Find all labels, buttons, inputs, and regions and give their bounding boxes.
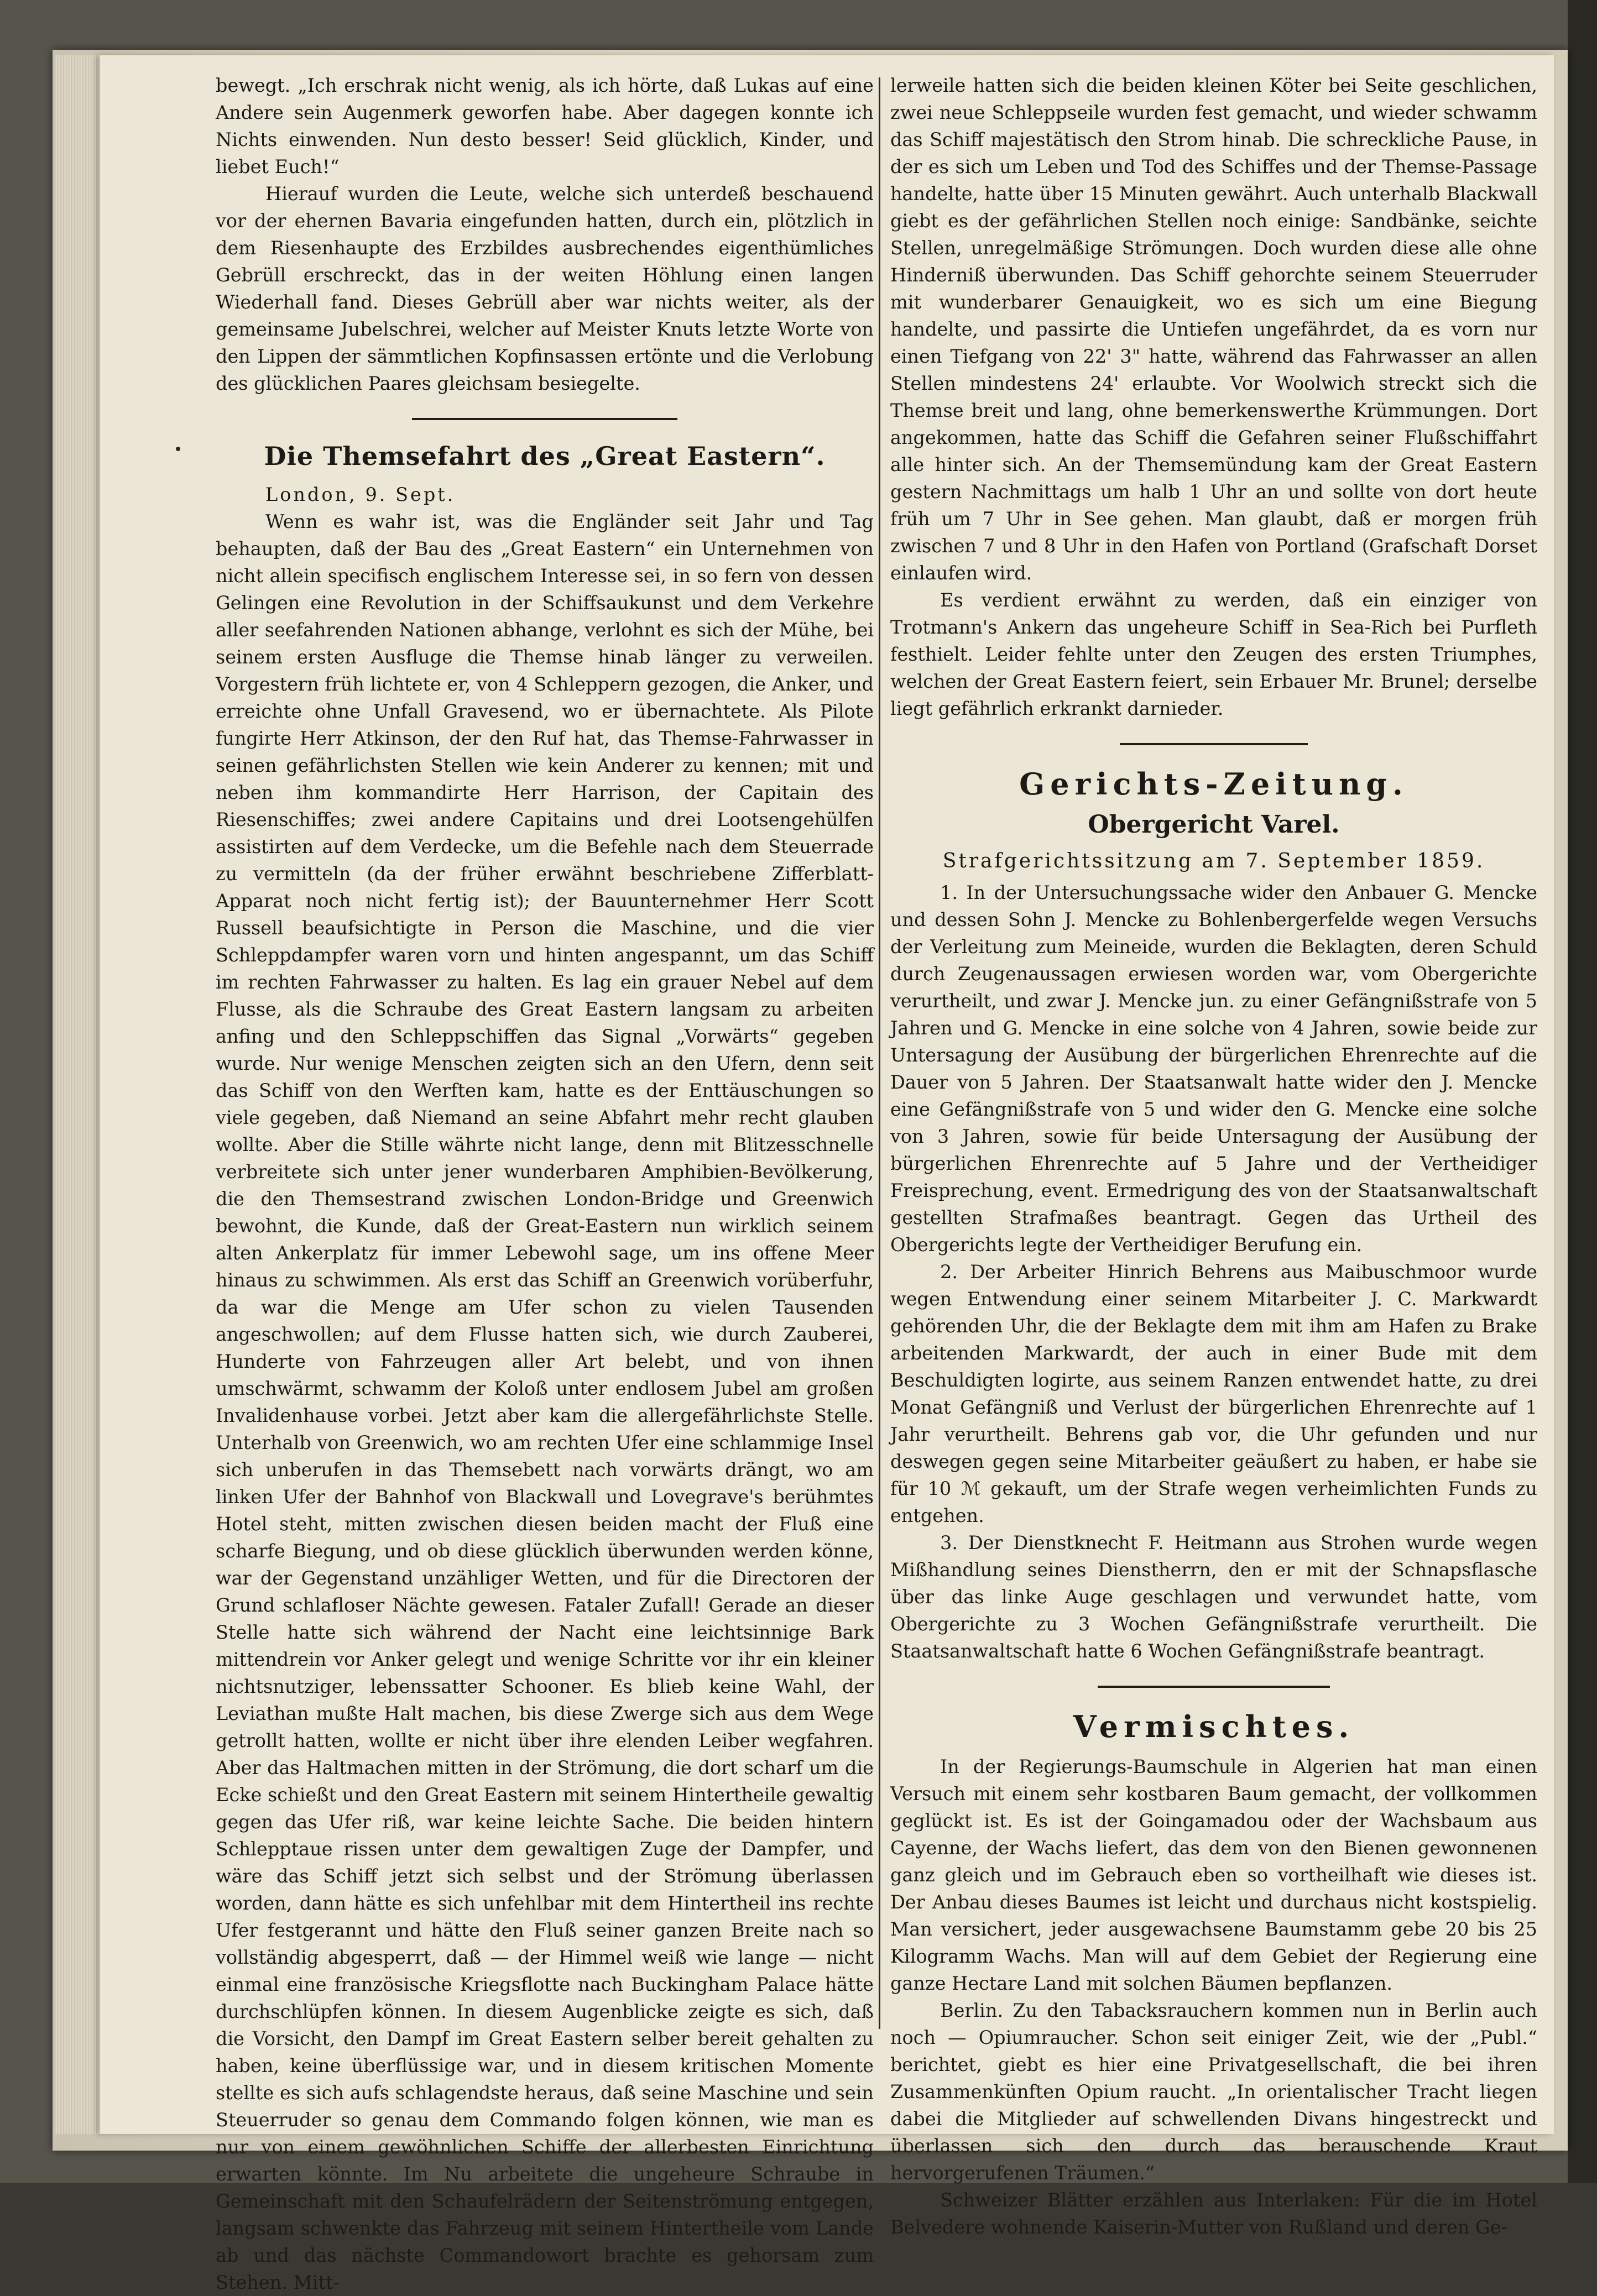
article-continuation: lerweile hatten sich die beiden kleinen Köter bei Seite geschlichen, zwei neue Schleppseile wurden fest gemacht, und wieder schwamm das Schiff majestätisch den Strom hinab. Die schreckliche Pause, in der es sich um Leben und Tod des Schiffes und der Themse-Passage handelte, hatte über 15 Minuten gewährt. Auch unterhalb Blackwall giebt es der gefährlichen Stellen noch einige: Sandbänke, seichte Stellen, unregelmäßige Strömungen. Doch wurden diese alle ohne Hinderniß überwunden. Das Schiff gehorchte seinem Steuerruder mit wunderbarer Genauigkeit, wo es sich um eine Biegung handelte, und passirte die Untiefen ungefährdet, da es vorn nur einen Tiefgang von 22' 3" hatte, während das Fahrwasser an allen Stellen mindestens 24' erlaubte. Vor Woolwich streckt sich die Themse breit und lang, ohne bemerkenswerthe Krümmungen. Dort angekommen, hatte das Schiff die Gefahren seiner Flußschiffahrt alle hinter sich. An der Themsemündung kam der Great Eastern gestern Nachmittags um halb 1 Uhr an und sollte von dort heute früh um 7 Uhr in See gehen. Man glaubt, daß er morgen früh zwischen 7 und 8 Uhr in den Hafen von Portland (Grafschaft Dorset einlaufen wird. <box>890 75 1537 584</box>
page-edge <box>55 55 100 2134</box>
scanner-edge <box>1568 0 1597 2183</box>
left-column <box>216 72 874 2296</box>
misc-paragraph: In der Regierungs-Baumschule in Algerien hat man einen Versuch mit einem sehr kostbaren Baum gemacht, der vollkommen geglückt ist. Es ist der Goingamadou oder der Wachsbaum aus Cayenne, der Wachs liefert, das dem von den Bienen gewonnenen ganz gleich und im Gebrauch eben so vortheilhaft wie dieses ist. Der Anbau dieses Baumes ist leicht und durchaus nicht kostspielig. Man versichert, jeder ausgewachsene Baumstamm gebe 20 bis 25 Kilogramm Wachs. Man will auf dem Gebiet der Regierung eine ganze Hectare Land mit solchen Bäumen bepflanzen. <box>890 1756 1537 1994</box>
newspaper-page <box>100 55 1554 2293</box>
article-body: Wenn es wahr ist, was die Engländer seit Jahr und Tag behaupten, daß der Bau des „Great Eastern“ ein Unternehmen von nicht allein specifisch englischem Interesse sei, in so fern von dessen Gelingen eine Revolution in der Schiffsaukunst und dem Verkehre aller seefahrenden Nationen abhange, verlohnt es sich der Mühe, bei seinem ersten Ausfluge die Themse hinab länger zu verweilen. Vorgestern früh lichtete er, von 4 Schleppern gezogen, die Anker, und erreichte ohne Unfall Gravesend, wo er übernachtete. Als Pilote fungirte Herr Atkinson, der den Ruf hat, das Themse-Fahrwasser in seinen gefährlichsten Stellen wie kein Anderer zu kennen; mit und neben ihm kommandirte Herr Harrison, der Capitain des Riesenschiffes; zwei andere Capitains und drei Lootsengehülfen assistirten auf dem Verdecke, um die Befehle nach dem Steuerrade zu vermitteln (da der früher erwähnt beschriebene Zifferblatt-Apparat noch nicht fertig ist); der Bauunternehmer Herr Scott Russell beaufsichtigte in Person die Maschine, und die vier Schleppdampfer waren vorn und hinten angespannt, um das Schiff im rechten Fahrwasser zu halten. Es lag ein grauer Nebel auf dem Flusse, als die Schraube des Great Eastern langsam zu arbeiten anfing und den Schleppschiffen das Signal „Vorwärts“ gegeben wurde. Nur wenige Menschen zeigten sich an den Ufern, denn seit das Schiff von den Werften kam, hatte es der Enttäuschungen so viele gegeben, daß Niemand an seine Abfahrt mehr recht glauben wollte. Aber die Stille währte nicht lange, denn mit Blitzesschnelle verbreitete sich unter jener wunderbaren Amphibien-Bevölkerung, die den Themsestrand zwischen London-Bridge und Greenwich bewohnt, die Kunde, daß der Great-Eastern nun wirklich seinem alten Ankerplatz für immer Lebewohl sage, um ins offene Meer hinaus zu schwimmen. Als erst das Schiff an Greenwich vorüberfuhr, da war die Menge am Ufer schon zu vielen Tausenden angeschwollen; auf dem Flusse hatten sich, wie durch Zauberei, Hunderte von Fahrzeugen aller Art belebt, und von ihnen umschwärmt, schwamm der Koloß unter endlosem Jubel am großen Invalidenhause vorbei. Jetzt aber kam die allergefährlichste Stelle. Unterhalb von Greenwich, wo am rechten Ufer eine schlammige Insel sich unberufen in das Themsebett nach vorwärts drängt, wo am linken Ufer der Bahnhof von Blackwall und Lovegrave's berühmtes Hotel steht, mitten zwischen diesen beiden macht der Fluß eine scharfe Biegung, und ob diese glücklich überwunden werden könne, war der Gegenstand unzähliger Wetten, und für die Directoren der Grund schlafloser Nächte gewesen. Fataler Zufall! Gerade an dieser Stelle hatte sich während der Nacht eine leichtsinnige Bark mittendrein vor Anker gelegt und wenige Schritte vor ihr ein kleiner nichtsnutziger, lebenssatter Schooner. Es blieb keine Wahl, der Leviathan mußte Halt machen, bis diese Zwerge sich aus dem Wege getrollt hatten, wollte er nicht über ihre elenden Leiber wegfahren. Aber das Haltmachen mitten in der Strömung, die dort scharf um die Ecke schießt und den Great Eastern mit seinem Hintertheile gewaltig gegen das Ufer riß, war keine leichte Sache. Die beiden hintern Schlepptaue rissen unter dem gewaltigen Zuge der Dampfer, und wäre das Schiff jetzt sich selbst und der Strömung überlassen worden, dann hätte es sich unfehlbar mit dem Hintertheil ins rechte Ufer festgerannt und hätte den Fluß seiner ganzen Breite nach so vollständig abgesperrt, daß — der Himmel weiß wie lange — nicht einmal eine französische Kriegsflotte nach Buckingham Palace hätte durchschlüpfen können. In diesem Augenblicke zeigte es sich, daß die Vorsicht, den Dampf im Great Eastern selber bereit gehalten zu haben, keine überflüssige war, und in diesem kritischen Momente stellte es sich aufs schlagendste heraus, daß seine Maschine und sein Steuerruder so genau dem Commando folgen können, wie man es nur von einem gewöhnlichen Schiffe der allerbesten Einrichtung erwarten könnte. Im Nu arbeitete die ungeheure Schraube in Gemeinschaft mit den Schaufelrädern der Seitenströmung entgegen, langsam schwenkte das Fahrzeug mit seinem Hintertheile vom Lande ab und das nächste Commandowort brachte es gehorsam zum Stehen. Mitt- <box>216 511 874 2293</box>
column-divider <box>879 77 880 2029</box>
misc-paragraph: Berlin. Zu den Tabacksrauchern kommen nun in Berlin auch noch — Opiumraucher. Schon seit einiger Zeit, wie der „Publ.“ berichtet, giebt es hier eine Privatgesellschaft, die bei ihren Zusammenkünften Opium raucht. „In orientalischer Tracht liegen dabei die Mitglieder auf schwellenden Divans hingestreckt und überlassen sich den durch das berauschende Kraut hervorgerufenen Träumen.“ <box>890 2000 1537 2184</box>
margin-mark <box>176 447 180 451</box>
section-divider <box>1098 1686 1330 1688</box>
court-case: 3. Der Dienstknecht F. Heitmann aus Strohen wurde wegen Mißhandlung seines Dienstherrn, den er mit der Schnapsflasche über das linke Auge geschlagen und verwundet hatte, vom Obergerichte zu 3 Wochen Gefängnißstrafe verurtheilt. Die Staatsanwaltschaft hatte 6 Wochen Gefängnißstrafe beantragt. <box>890 1532 1537 1662</box>
story-ending-paragraph: Hierauf wurden die Leute, welche sich unterdeß beschauend vor der ehernen Bavaria eingefunden hatten, durch ein, plötzlich in dem Riesenhaupte des Erzbildes ausbrechendes eigenthümliches Gebrüll erschreckt, das in der weiten Höhlung einen langen Wiederhall fand. Dieses Gebrüll aber war nichts weiter, als der gemeinsame Jubelschrei, welcher auf Meister Knuts letzte Worte von den Lippen der sämmtlichen Kopfinsassen ertönte und die Verlobung des glücklichen Paares gleichsam besiegelte. <box>216 183 874 394</box>
section-divider <box>1120 743 1308 745</box>
dateline: London, 9. Sept. <box>265 484 456 505</box>
story-ending-paragraph: bewegt. „Ich erschrak nicht wenig, als ich hörte, daß Lukas auf eine Andere sein Augenmerk geworfen habe. Aber dagegen konnte ich Nichts einwenden. Nun desto besser! Seid glücklich, Kinder, und liebet Euch!“ <box>216 75 874 177</box>
article-heading: Die Themsefahrt des „Great Eastern“. <box>264 441 826 471</box>
court-case: 2. Der Arbeiter Hinrich Behrens aus Maibuschmoor wurde wegen Entwendung einer seinem Mitarbeiter J. C. Markwardt gehörenden Uhr, die der Beklagte dem mit ihm am Hafen zu Brake arbeitenden Markwardt, der auch in einer Bude mit dem Beschuldigten logirte, aus seinem Ranzen entwendet hatte, zu drei Monat Gefängniß und Verlust der bürgerlichen Ehrenrechte auf 1 Jahr verurtheilt. Behrens gab vor, die Uhr gefunden und nur deswegen gegen seine Mitarbeiter geäußert zu haben, er habe sie für 10 ℳ gekauft, um der Strafe wegen verheimlichten Funds zu entgehen. <box>890 1261 1537 1526</box>
right-column <box>890 72 1537 2241</box>
misc-section-title: Vermischtes. <box>1073 1709 1355 1744</box>
court-name: Obergericht Varel. <box>1088 810 1340 839</box>
court-session: Strafgerichtssitzung am 7. September 1859. <box>942 850 1485 872</box>
misc-paragraph: Schweizer Blätter erzählen aus Interlaken: Für die im Hotel Belvedere wohnende Kaiserin-Mutter von Rußland und deren Ge- <box>890 2189 1537 2238</box>
court-section-title: Gerichts-Zeitung. <box>1019 766 1408 802</box>
section-divider <box>412 418 677 420</box>
court-case: 1. In der Untersuchungssache wider den Anbauer G. Mencke und dessen Sohn J. Mencke zu Bohlenbergerfelde wegen Versuchs der Verleitung zum Meineide, wurden die Beklagten, deren Schuld durch Zeugenaussagen erwiesen worden war, vom Obergerichte verurtheilt, und zwar J. Mencke jun. zu einer Gefängnißstrafe von 5 Jahren und G. Mencke in eine solche von 4 Jahren, sowie beide zur Untersagung der Ausübung der bürgerlichen Ehrenrechte auf die Dauer von 5 Jahren. Der Staatsanwalt hatte wider den J. Mencke eine Gefängnißstrafe von 5 und wider den G. Mencke eine solche von 3 Jahren, sowie für beide Untersagung der Ausübung der bürgerlichen Ehrenrechte auf 5 Jahre und der Vertheidiger Freisprechung, event. Ermedrigung des von der Staatsanwaltschaft gestellten Strafmaßes beantragt. Gegen das Urtheil des Obergerichts legte der Vertheidiger Berufung ein. <box>890 882 1537 1256</box>
article-closing-paragraph: Es verdient erwähnt zu werden, daß ein einziger von Trotmann's Ankern das ungeheure Schiff in Sea-Rich bei Purfleth festhielt. Leider fehlte unter den Zeugen des ersten Triumphes, welchen der Great Eastern feiert, sein Erbauer Mr. Brunel; derselbe liegt gefährlich erkrankt darnieder. <box>890 589 1537 719</box>
